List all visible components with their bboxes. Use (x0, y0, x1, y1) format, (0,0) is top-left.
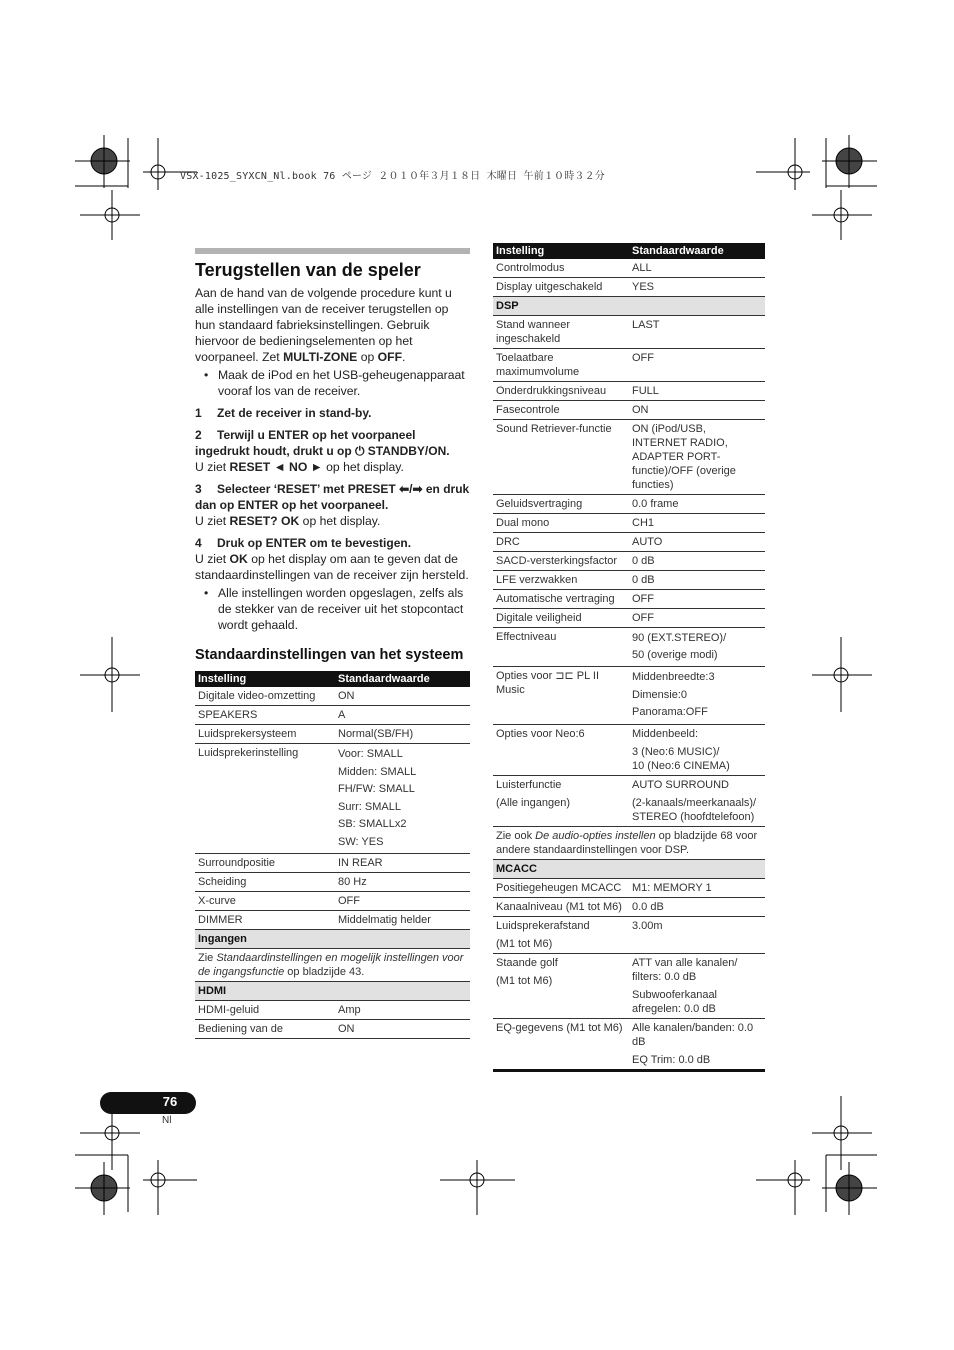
table-row: Luidsprekerafstand (M1 tot M6) 3.00m (493, 916, 765, 953)
table-row: Controlmodus ALL (493, 259, 765, 278)
table-row: Kanaalniveau (M1 tot M6) 0.0 dB (493, 897, 765, 916)
step-2-result: U ziet RESET ◄ NO ► op het display. (195, 460, 404, 474)
table-header: Instelling Standaardwaarde (493, 243, 765, 259)
table-row: Fasecontrole ON (493, 401, 765, 420)
step-3-result: U ziet RESET? OK op het display. (195, 514, 381, 528)
table-row: HDMI-geluid Amp (195, 1001, 470, 1020)
table-row: SACD-versterkingsfactor 0 dB (493, 552, 765, 571)
table-row: LFE verzwakken 0 dB (493, 571, 765, 590)
table-row: Display uitgeschakeld YES (493, 278, 765, 297)
bullet-saved: • Alle instellingen worden opgeslagen, zelfs als de stekker van de receiver uit het stopcontact wordt gehaald. (195, 585, 470, 633)
table-row: Luisterfunctie (Alle ingangen) AUTO SURROUND (2-kanaals/meerkanaals)/ STEREO (hoofdtelefoon) (493, 775, 765, 826)
step-3: 3 Selecteer ‘RESET’ met PRESET ⬅/➡ en druk dan op ENTER op het voorpaneel. (195, 482, 470, 512)
table-row: EQ-gegevens (M1 tot M6) Alle kanalen/banden: 0.0 dB EQ Trim: 0.0 dB (493, 1018, 765, 1070)
table-row: Digitale veiligheid OFF (493, 609, 765, 628)
table-row: Automatische vertraging OFF (493, 590, 765, 609)
left-column (195, 248, 470, 1039)
table-row: Geluidsvertraging 0.0 frame (493, 495, 765, 514)
table-row: Stand wanneer ingeschakeld LAST (493, 316, 765, 349)
table-row: Dual mono CH1 (493, 514, 765, 533)
table-row: Positiegeheugen MCACC M1: MEMORY 1 (493, 878, 765, 897)
right-column (493, 243, 765, 1072)
table-row: Opties voor Neo:6 Middenbeeld: 3 (Neo:6 MUSIC)/ 10 (Neo:6 CINEMA) (493, 724, 765, 775)
section-row-dsp: DSP (493, 297, 765, 316)
table-row: Bediening van de ON (195, 1020, 470, 1039)
system-defaults-table (195, 671, 470, 1039)
table-row: Sound Retriever-functie ON (iPod/USB, INTERNET RADIO, ADAPTER PORT-functie)/OFF (overige functies) (493, 420, 765, 495)
section-row-ingangen: Ingangen (195, 930, 470, 949)
section-title: Terugstellen van de speler (195, 260, 421, 280)
table-row: Luidsprekersysteem Normal(SB/FH) (195, 725, 470, 744)
language-code: Nl (162, 1115, 172, 1126)
bullet-disconnect: • Maak de iPod en het USB-geheugenapparaat vooraf los van de receiver. (195, 367, 470, 399)
table-row: DRC AUTO (493, 533, 765, 552)
page-number: 76 (162, 1094, 178, 1109)
step-4-result: U ziet OK op het display om aan te geven dat de standaardinstellingen van de receiver zijn hersteld. (195, 552, 469, 582)
subsection-title: Standaardinstellingen van het systeem (195, 647, 464, 663)
table-row: Luidsprekerinstelling Voor: SMALL Midden: SMALL FH/FW: SMALL Surr: SMALL SB: SMALLx2 SW: YES (195, 744, 470, 854)
table-row: Staande golf (M1 tot M6) ATT van alle kanalen/ filters: 0.0 dB Subwooferkanaal afregelen: 0.0 dB (493, 953, 765, 1018)
step-1: 1 Zet de receiver in stand-by. (195, 406, 372, 420)
table-row: Scheiding 80 Hz (195, 873, 470, 892)
note-row: Zie Standaardinstellingen en mogelijk instellingen voor de ingangsfunctie op bladzijde 43. (195, 949, 470, 982)
system-defaults-table-continued (493, 243, 765, 1072)
section-bar (195, 248, 470, 254)
table-row: Onderdrukkingsniveau FULL (493, 382, 765, 401)
table-row: DIMMER Middelmatig helder (195, 911, 470, 930)
table-row: Surroundpositie IN REAR (195, 854, 470, 873)
step-4: 4 Druk op ENTER om te bevestigen. (195, 536, 412, 550)
section-row-hdmi: HDMI (195, 982, 470, 1001)
table-row: Opties voor ⊐⊏ PL II Music Middenbreedte:3 Dimensie:0 Panorama:OFF (493, 667, 765, 725)
table-row: Effectniveau 90 (EXT.STEREO)/ 50 (overige modi) (493, 628, 765, 667)
print-header: VSX-1025_SYXCN_Nl.book 76 ページ ２０１０年３月１８日 木曜日 午前１０時３２分 (180, 171, 605, 182)
intro-text: Aan de hand van de volgende procedure kunt u alle instellingen van de receiver terugstellen op hun standaard fabrieksinstellingen. Gebruik hiervoor de bedieningselementen op het voorpaneel. Zet MULTI-ZONE op OFF. (195, 286, 452, 364)
section-row-mcacc: MCACC (493, 859, 765, 878)
table-row: X-curve OFF (195, 892, 470, 911)
step-2: 2 Terwijl u ENTER op het voorpaneel ingedrukt houdt, drukt u op ⏻ STANDBY/ON. (195, 428, 450, 458)
table-row: SPEAKERS A (195, 706, 470, 725)
note-row: Zie ook De audio-opties instellen op bladzijde 68 voor andere standaardinstellingen voor DSP. (493, 826, 765, 859)
table-row: Digitale video-omzetting ON (195, 687, 470, 706)
table-header: Instelling Standaardwaarde (195, 671, 470, 687)
table-row: Toelaatbare maximumvolume OFF (493, 349, 765, 382)
